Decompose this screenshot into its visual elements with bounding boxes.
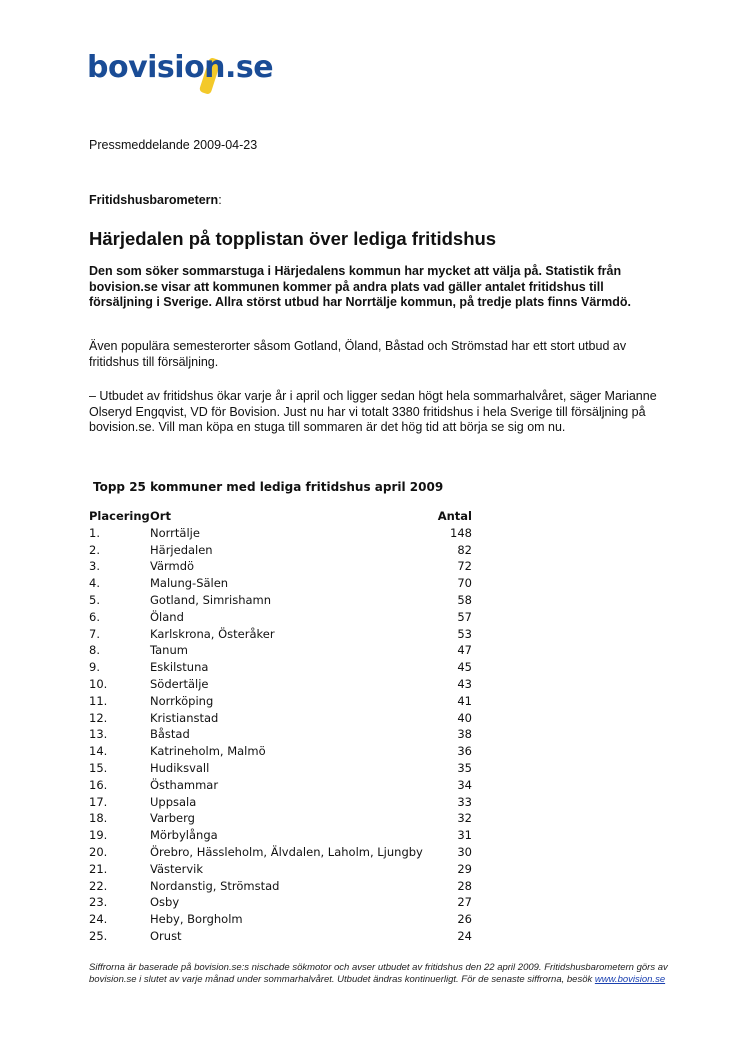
table-row — [89, 659, 475, 676]
table-header-row — [89, 508, 475, 525]
cell-antal: 36 — [457, 744, 472, 759]
cell-antal: 45 — [457, 660, 472, 675]
table-row — [89, 575, 475, 592]
cell-ort: Eskilstuna — [150, 660, 209, 675]
table-body — [89, 525, 475, 945]
cell-placering: 5. — [89, 592, 100, 607]
cell-antal: 41 — [457, 693, 472, 708]
cell-antal: 38 — [457, 727, 472, 742]
table-row — [89, 794, 475, 811]
ranking-table — [89, 508, 475, 945]
table-title: Topp 25 kommuner med lediga fritidshus april 2009 — [93, 480, 444, 494]
header-antal: Antal — [437, 509, 472, 523]
paragraph-2: – Utbudet av fritidshus ökar varje år i april och ligger sedan högt hela sommarhalvåret, säger Marianne Olseryd Engqvist, VD för Bovision. Just nu har vi totalt 3380 fritidshus i hela Sverige till försäljning på bovision.se. Vill man köpa en stuga till sommaren är det hög tid att börja se sig om nu. — [89, 389, 657, 434]
table-row — [89, 726, 475, 743]
logo-text-part-a: bo — [87, 50, 129, 85]
cell-antal: 26 — [457, 912, 472, 927]
cell-ort: Kristianstad — [150, 710, 219, 725]
cell-placering: 17. — [89, 794, 108, 809]
kicker — [89, 193, 222, 207]
cell-placering: 2. — [89, 542, 100, 557]
cell-placering: 9. — [89, 660, 100, 675]
cell-ort: Örebro, Hässleholm, Älvdalen, Laholm, Ljungby — [150, 844, 423, 859]
logo-text-part-b: vision.se — [128, 50, 274, 85]
cell-placering: 10. — [89, 676, 108, 691]
cell-placering: 15. — [89, 760, 108, 775]
cell-ort: Södertälje — [150, 676, 209, 691]
table-row — [89, 894, 475, 911]
table-row — [89, 693, 475, 710]
cell-placering: 13. — [89, 727, 108, 742]
table-row — [89, 592, 475, 609]
paragraph-1: Även populära semesterorter såsom Gotland, Öland, Båstad och Strömstad har ett stort utbud av fritidshus till försäljning. — [89, 339, 627, 369]
cell-antal: 29 — [457, 861, 472, 876]
table-row — [89, 676, 475, 693]
cell-antal: 27 — [457, 895, 472, 910]
table-row — [89, 827, 475, 844]
cell-placering: 12. — [89, 710, 108, 725]
table-row — [89, 878, 475, 895]
header-placering: Placering — [89, 509, 150, 523]
cell-placering: 18. — [89, 811, 108, 826]
table-row — [89, 760, 475, 777]
cell-ort: Norrtälje — [150, 525, 200, 540]
cell-antal: 57 — [457, 609, 472, 624]
cell-placering: 19. — [89, 828, 108, 843]
cell-ort: Öland — [150, 609, 184, 624]
cell-ort: Norrköping — [150, 693, 214, 708]
cell-placering: 16. — [89, 777, 108, 792]
table-row — [89, 626, 475, 643]
cell-ort: Tanum — [150, 643, 188, 658]
cell-antal: 72 — [457, 559, 472, 574]
table-row — [89, 642, 475, 659]
kicker-bold: Fritidshusbarometern — [89, 193, 219, 207]
cell-placering: 3. — [89, 559, 100, 574]
cell-antal: 47 — [457, 643, 472, 658]
cell-placering: 11. — [89, 693, 108, 708]
cell-placering: 24. — [89, 912, 108, 927]
cell-placering: 22. — [89, 878, 108, 893]
cell-ort: Båstad — [150, 727, 190, 742]
table-row — [89, 861, 475, 878]
cell-antal: 31 — [457, 828, 472, 843]
cell-antal: 32 — [457, 811, 472, 826]
cell-ort: Härjedalen — [150, 542, 213, 557]
cell-antal: 148 — [450, 525, 472, 540]
cell-ort: Gotland, Simrishamn — [150, 592, 272, 607]
cell-antal: 34 — [457, 777, 472, 792]
cell-antal: 28 — [457, 878, 472, 893]
cell-antal: 35 — [457, 760, 472, 775]
cell-placering: 1. — [89, 525, 100, 540]
table-row — [89, 911, 475, 928]
lead-paragraph: Den som söker sommarstuga i Härjedalens kommun har mycket att välja på. Statistik från bovision.se visar att kommunen kommer på andra plats vad gäller antalet fritidshus till försäljning i Sverige. Allra störst utbud har Norrtälje kommun, på tredje plats finns Värmdö. — [89, 264, 631, 309]
kicker-colon: : — [218, 193, 222, 207]
cell-placering: 25. — [89, 928, 108, 943]
table-row — [89, 542, 475, 559]
cell-ort: Mörbylånga — [150, 828, 218, 843]
cell-antal: 58 — [457, 592, 472, 607]
cell-ort: Malung-Sälen — [150, 576, 229, 591]
table-row — [89, 710, 475, 727]
cell-ort: Uppsala — [150, 794, 197, 809]
cell-antal: 40 — [457, 710, 472, 725]
cell-antal: 24 — [457, 928, 472, 943]
footnote — [89, 962, 669, 985]
cell-placering: 8. — [89, 643, 100, 658]
cell-ort: Karlskrona, Österåker — [150, 626, 275, 641]
cell-antal: 70 — [457, 576, 472, 591]
table-row — [89, 844, 475, 861]
cell-ort: Värmdö — [150, 559, 195, 574]
cell-ort: Varberg — [150, 811, 195, 826]
cell-ort: Heby, Borgholm — [150, 912, 243, 927]
cell-placering: 4. — [89, 576, 100, 591]
cell-placering: 20. — [89, 844, 108, 859]
cell-ort: Östhammar — [150, 777, 219, 792]
table-row — [89, 525, 475, 542]
cell-ort: Katrineholm, Malmö — [150, 744, 266, 759]
footnote-link[interactable]: www.bovision.se — [594, 973, 666, 985]
cell-placering: 6. — [89, 609, 100, 624]
table-row — [89, 810, 475, 827]
press-release-date: Pressmeddelande 2009-04-23 — [89, 138, 258, 152]
footnote-text: Siffrorna är baserade på bovision.se:s nischade sökmotor och avser utbudet av fritidshus den 22 april 2009. Fritidshusbarometern görs av bovision.se i slutet av varje månad under sommarhalvåret. Utbudet ändras kontinuerligt. För de senaste siffrorna, besök — [89, 962, 668, 985]
cell-ort: Västervik — [150, 861, 203, 876]
cell-ort: Osby — [150, 895, 180, 910]
cell-antal: 33 — [457, 794, 472, 809]
table-row — [89, 558, 475, 575]
cell-antal: 43 — [457, 676, 472, 691]
cell-placering: 23. — [89, 895, 108, 910]
table-row — [89, 928, 475, 945]
table-row — [89, 777, 475, 794]
cell-ort: Nordanstig, Strömstad — [150, 878, 280, 893]
header-ort: Ort — [150, 509, 171, 523]
bovision-logo — [87, 50, 273, 94]
table-row — [89, 743, 475, 760]
cell-placering: 21. — [89, 861, 108, 876]
cell-placering: 14. — [89, 744, 108, 759]
headline: Härjedalen på topplistan över lediga fritidshus — [89, 228, 497, 249]
cell-antal: 82 — [457, 542, 472, 557]
cell-ort: Hudiksvall — [150, 760, 210, 775]
cell-placering: 7. — [89, 626, 100, 641]
table-row — [89, 609, 475, 626]
cell-antal: 53 — [457, 626, 472, 641]
cell-ort: Orust — [150, 928, 182, 943]
cell-antal: 30 — [457, 844, 472, 859]
